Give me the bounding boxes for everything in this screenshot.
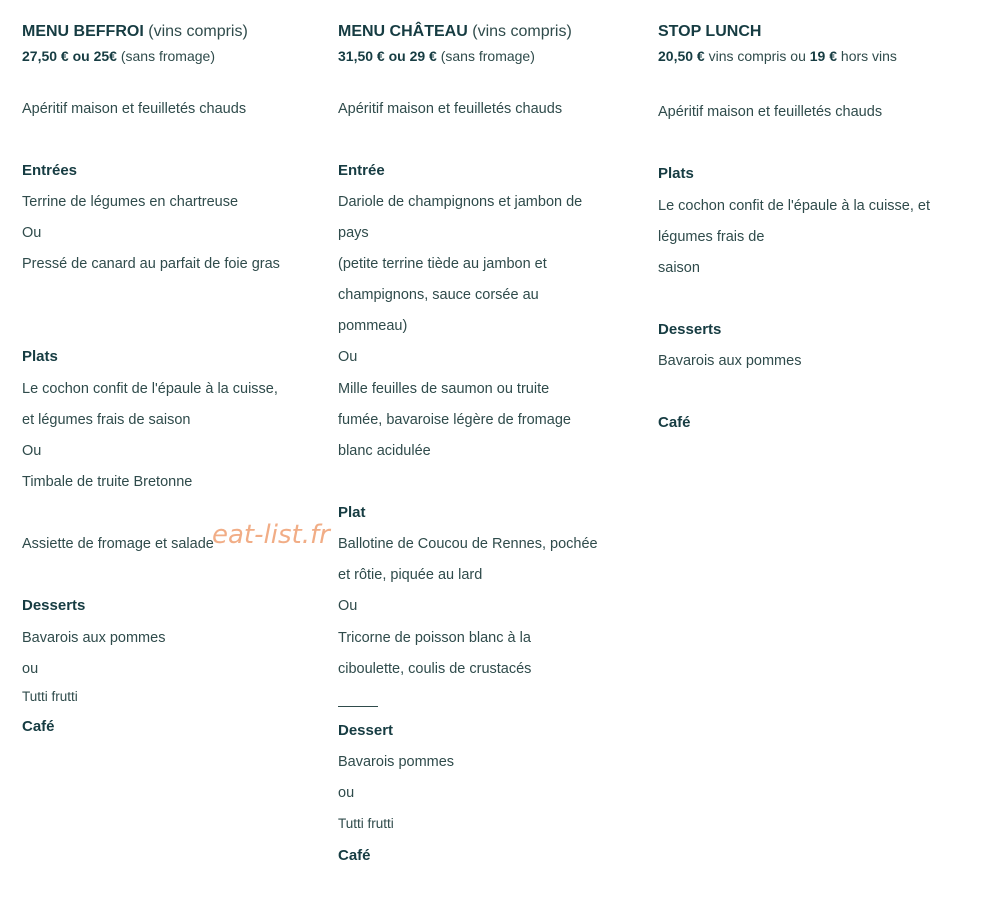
- menu-item: Tricorne de poisson blanc à la: [338, 630, 531, 646]
- watermark: eat-list.fr: [212, 520, 330, 550]
- menu-price: 27,50 € ou 25€ (sans fromage): [22, 48, 215, 64]
- menu-item: ciboulette, coulis de crustacés: [338, 661, 532, 677]
- menu-chateau-column: [338, 20, 628, 864]
- menu-item: (petite terrine tiède au jambon et: [338, 256, 547, 272]
- menu-item: Pressé de canard au parfait de foie gras: [22, 256, 280, 272]
- menu-item: Le cochon confit de l'épaule à la cuisse, et: [658, 198, 931, 214]
- menu-item: Bavarois aux pommes: [22, 630, 166, 646]
- menu-item: champignons, sauce corsée au: [338, 287, 539, 303]
- menu-item: fumée, bavaroise légère de fromage: [338, 412, 571, 428]
- menu-item: blanc acidulée: [338, 443, 431, 459]
- section-title: Café: [22, 718, 55, 735]
- menu-item: Apéritif maison et feuilletés chauds: [658, 104, 883, 120]
- menu-item: Bavarois aux pommes: [658, 353, 802, 369]
- menu-item: pommeau): [338, 318, 408, 334]
- menu-item: Terrine de légumes en chartreuse: [22, 194, 239, 210]
- menu-item: Assiette de fromage et salade: [22, 536, 214, 552]
- menu-title: MENU CHÂTEAU (vins compris): [338, 23, 572, 40]
- menu-item: Ou: [22, 225, 42, 241]
- menu-item: Tutti frutti: [22, 689, 78, 704]
- menu-item: Mille feuilles de saumon ou truite: [338, 381, 550, 397]
- section-title: Entrée: [338, 162, 385, 179]
- menu-item: Ou: [22, 443, 42, 459]
- menu-item: et légumes frais de saison: [22, 412, 191, 428]
- menu-title: MENU BEFFROI (vins compris): [22, 23, 248, 40]
- menu-item: légumes frais de: [658, 229, 765, 245]
- menu-item: Ballotine de Coucou de Rennes, pochée: [338, 536, 598, 552]
- menu-item: saison: [658, 260, 700, 276]
- section-title: Plats: [658, 165, 694, 182]
- menu-item: Ou: [338, 349, 358, 365]
- menu-item: Tutti frutti: [338, 816, 394, 831]
- menu-item: Ou: [338, 598, 358, 614]
- menu-item: Bavarois pommes: [338, 754, 455, 770]
- menu-item: Dariole de champignons et jambon de: [338, 194, 583, 210]
- divider: [338, 706, 378, 707]
- menu-item: Apéritif maison et feuilletés chauds: [22, 101, 247, 117]
- menu-price: 20,50 € vins compris ou 19 € hors vins: [658, 48, 897, 64]
- section-title: Desserts: [658, 321, 722, 338]
- section-title: Entrées: [22, 162, 78, 179]
- stop-lunch-column: [658, 20, 958, 431]
- menu-item: Apéritif maison et feuilletés chauds: [338, 101, 563, 117]
- menu-item: ou: [338, 785, 355, 801]
- menu-price: 31,50 € ou 29 € (sans fromage): [338, 48, 535, 64]
- menu-item: Le cochon confit de l'épaule à la cuisse,: [22, 381, 278, 397]
- section-title: Plats: [22, 348, 58, 365]
- menu-item: et rôtie, piquée au lard: [338, 567, 483, 583]
- section-title: Plat: [338, 504, 366, 521]
- section-title: Café: [338, 847, 371, 864]
- menu-title: STOP LUNCH: [658, 23, 762, 40]
- menu-item: Timbale de truite Bretonne: [22, 474, 193, 490]
- section-title: Café: [658, 414, 691, 431]
- menu-item: pays: [338, 225, 369, 241]
- section-title: Dessert: [338, 722, 394, 739]
- menu-item: ou: [22, 661, 39, 677]
- section-title: Desserts: [22, 597, 86, 614]
